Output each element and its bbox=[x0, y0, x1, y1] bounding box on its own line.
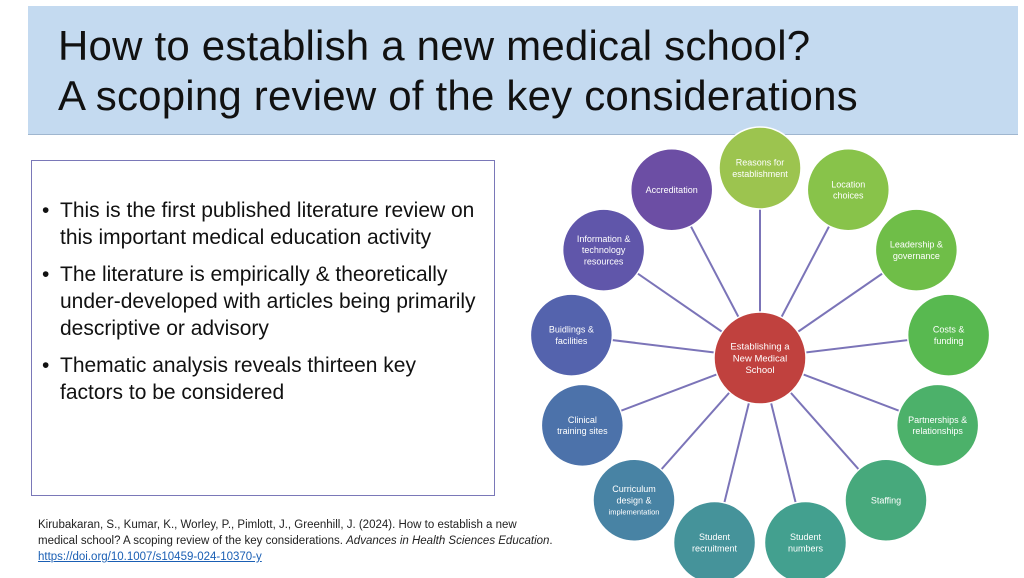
center-node bbox=[714, 312, 806, 404]
factor-node-label: Accreditation bbox=[645, 184, 698, 195]
factor-node bbox=[719, 127, 801, 209]
factor-node-label: Clinical bbox=[567, 414, 597, 425]
factor-node-label: Costs & bbox=[932, 324, 965, 335]
factor-node-label: establishment bbox=[732, 168, 788, 179]
factor-node bbox=[807, 149, 889, 231]
factor-node bbox=[593, 459, 675, 541]
bullet-dot: • bbox=[42, 199, 50, 222]
factor-node-label: Student bbox=[789, 532, 821, 543]
factor-node bbox=[875, 209, 957, 291]
factor-node bbox=[631, 149, 713, 231]
factor-node-label: technology bbox=[581, 245, 626, 256]
factor-node-label: facilities bbox=[555, 335, 588, 346]
center-node-label: Establishing a bbox=[730, 341, 790, 353]
factor-node-label: relationships bbox=[912, 426, 963, 437]
factor-node bbox=[845, 459, 927, 541]
factor-node-label: implementation bbox=[608, 507, 660, 517]
factor-node-label: Information & bbox=[576, 233, 631, 244]
center-node-label: School bbox=[745, 365, 775, 377]
center-node-label: New Medical bbox=[732, 353, 788, 365]
factor-node-label: Student bbox=[699, 532, 731, 543]
citation-journal: Advances in Health Sciences Education bbox=[346, 535, 550, 547]
factor-node bbox=[674, 501, 756, 578]
factor-node-label: Leadership & bbox=[889, 239, 943, 250]
factor-node-label: Partnerships & bbox=[908, 414, 968, 425]
factor-node-label: numbers bbox=[787, 543, 823, 554]
factor-node-label: choices bbox=[833, 190, 864, 201]
factor-node-label: Reasons for bbox=[735, 157, 785, 168]
factor-node bbox=[563, 209, 645, 291]
factor-node bbox=[541, 384, 623, 466]
bullet-text: This is the first published literature review on this important medical education activity bbox=[60, 199, 475, 249]
citation-period: . bbox=[549, 535, 553, 547]
factor-node-label: Buidlings & bbox=[548, 324, 594, 335]
factor-node-label: Curriculum bbox=[612, 484, 656, 495]
factor-node bbox=[764, 501, 846, 578]
factor-node-label: Location bbox=[831, 179, 866, 190]
factor-node-label: funding bbox=[933, 335, 964, 346]
factor-node bbox=[530, 294, 612, 376]
factor-node-label: resources bbox=[583, 256, 624, 267]
factor-node-label: recruitment bbox=[692, 543, 738, 554]
factor-node-label: governance bbox=[892, 250, 940, 261]
factor-node-label: design & bbox=[616, 495, 652, 506]
factor-node bbox=[908, 294, 990, 376]
bullet-dot: • bbox=[42, 354, 50, 377]
citation-text: Kirubakaran, S., Kumar, K., Worley, P., Pimlott, J., Greenhill, J. (2024). How to establish a new medical school? A scoping review of the key considerations. bbox=[38, 519, 517, 547]
factor-node bbox=[897, 384, 979, 466]
title-line-2: A scoping review of the key considerations bbox=[58, 72, 858, 119]
factor-node-label: training sites bbox=[557, 426, 608, 437]
citation-doi-link[interactable]: https://doi.org/10.1007/s10459-024-10370-y bbox=[38, 551, 262, 563]
factor-node-label: Staffing bbox=[870, 495, 902, 506]
bullet-dot: • bbox=[42, 263, 50, 286]
bullet-text: The literature is empirically & theoretically under-developed with articles being primarily descriptive or advisory bbox=[60, 263, 476, 340]
bullet-text: Thematic analysis reveals thirteen key factors to be considered bbox=[60, 354, 416, 404]
title-line-1: How to establish a new medical school? bbox=[58, 22, 811, 69]
